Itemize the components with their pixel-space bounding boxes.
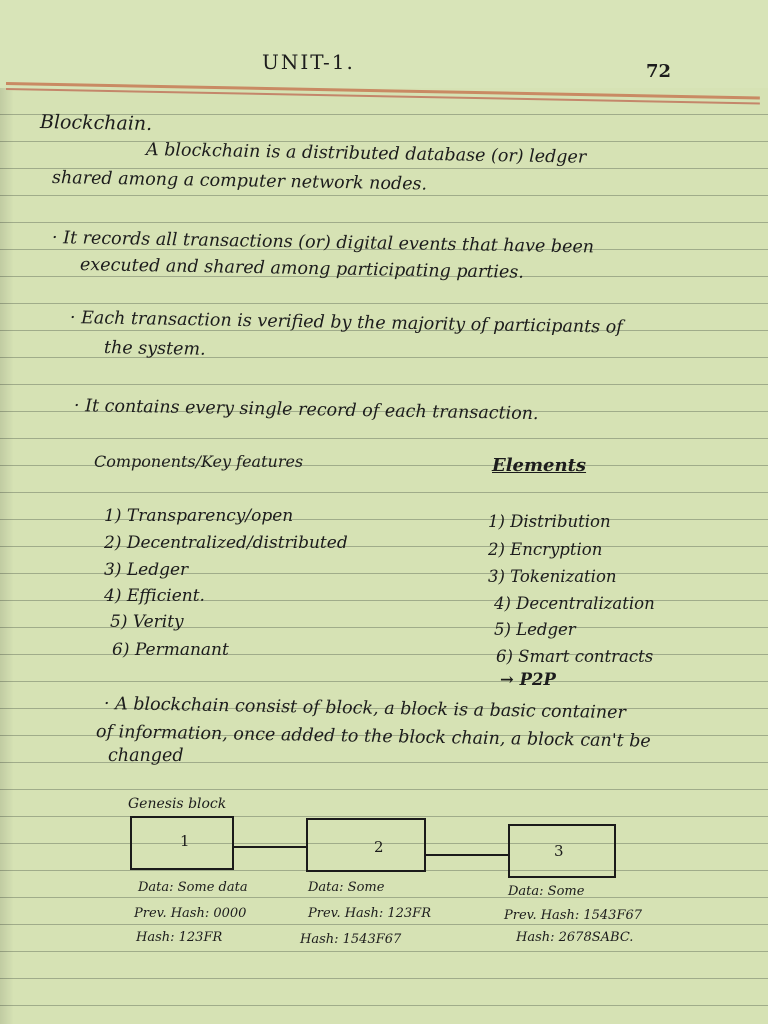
components-heading: Components/Key features xyxy=(94,452,304,471)
chain-link xyxy=(232,846,308,848)
block-prev-hash: Prev. Hash: 123FR xyxy=(308,906,431,921)
block-number: 3 xyxy=(554,842,564,860)
element-item: 5) Ledger xyxy=(494,620,576,639)
genesis-label: Genesis block xyxy=(128,796,227,812)
chain-link xyxy=(424,854,510,856)
paragraph-line: · It records all transactions (or) digital events that have been xyxy=(51,228,595,258)
element-item: 1) Distribution xyxy=(488,512,611,531)
component-item: 2) Decentralized/distributed xyxy=(104,533,348,553)
paragraph-line: A blockchain is a distributed database (or) ledger xyxy=(145,140,587,168)
block-data: Data: Some xyxy=(308,880,385,895)
block-number: 1 xyxy=(180,832,190,850)
paragraph-line: · Each transaction is verified by the majority of participants of xyxy=(69,308,623,338)
component-item: 1) Transparency/open xyxy=(104,506,294,526)
element-item: 2) Encryption xyxy=(488,540,603,559)
block-data: Data: Some xyxy=(508,884,585,899)
block-box xyxy=(306,818,426,872)
elements-heading: Elements xyxy=(492,455,587,476)
element-item: 6) Smart contracts xyxy=(496,647,654,666)
block-hash: Hash: 1543F67 xyxy=(300,932,402,947)
paragraph-line: · It contains every single record of each transaction. xyxy=(73,396,539,425)
element-item: 3) Tokenization xyxy=(488,567,617,586)
paragraph-line: the system. xyxy=(103,338,206,360)
unit-title: UNIT-1. xyxy=(262,50,355,74)
component-item: 3) Ledger xyxy=(104,560,189,580)
block-box xyxy=(508,824,616,878)
paragraph-line: executed and shared among participating parties. xyxy=(79,255,525,283)
block-data: Data: Some data xyxy=(138,880,248,895)
block-number: 2 xyxy=(374,838,384,856)
paragraph-line: · A blockchain consist of block, a block is a basic container xyxy=(103,694,626,724)
element-item: → P2P xyxy=(500,670,556,689)
page-number: 72 xyxy=(646,61,672,82)
element-item: 4) Decentralization xyxy=(494,594,655,613)
paragraph-line: of information, once added to the block chain, a block can't be xyxy=(95,722,651,752)
block-box xyxy=(130,816,234,870)
block-hash: Hash: 123FR xyxy=(136,930,223,945)
paragraph-line: changed xyxy=(108,746,184,766)
component-item: 6) Permanant xyxy=(112,640,229,660)
component-item: 5) Verity xyxy=(110,612,184,632)
paragraph-line: shared among a computer network nodes. xyxy=(51,168,428,195)
component-item: 4) Efficient. xyxy=(104,586,205,606)
block-hash: Hash: 2678SABC. xyxy=(516,930,634,945)
section-heading: Blockchain. xyxy=(39,111,153,135)
block-prev-hash: Prev. Hash: 1543F67 xyxy=(504,908,643,923)
block-prev-hash: Prev. Hash: 0000 xyxy=(134,906,247,921)
